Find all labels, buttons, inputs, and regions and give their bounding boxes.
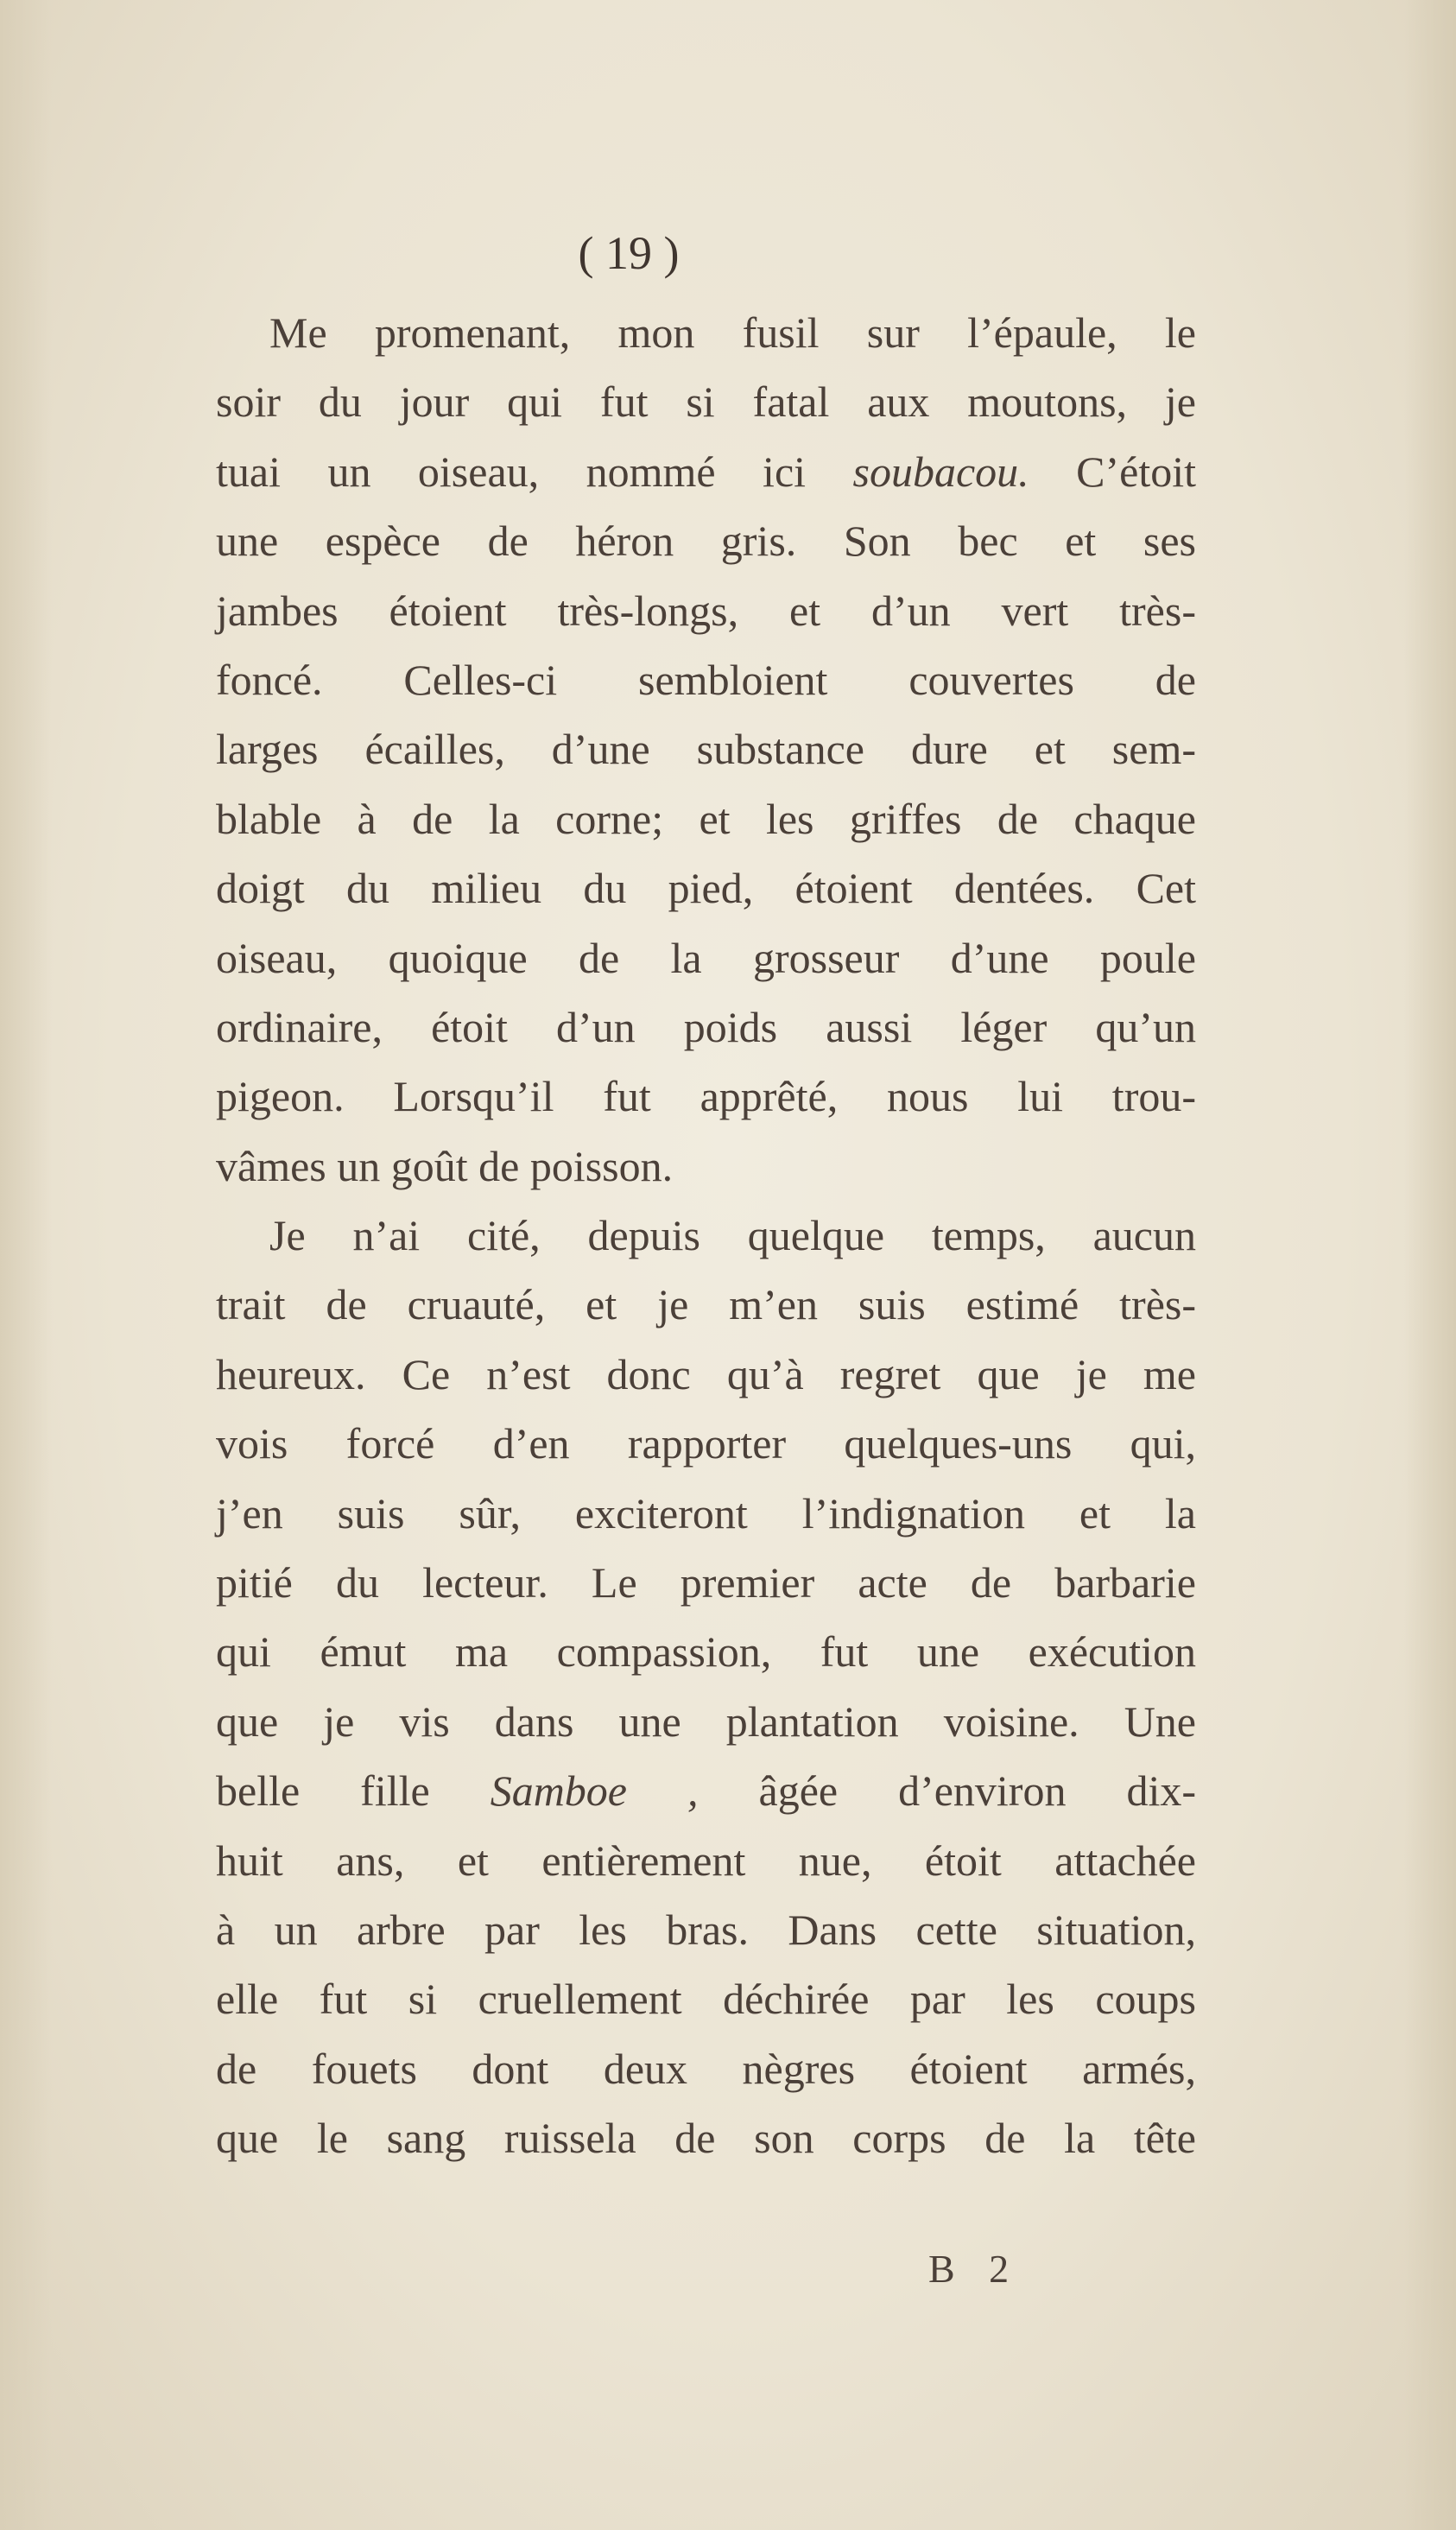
text-line — [216, 853, 1196, 923]
text-segment: C’étoit — [1029, 447, 1196, 496]
body-text — [216, 298, 1196, 2173]
italic-text: Samboe , — [490, 1766, 699, 1816]
text-line — [216, 1340, 1196, 1409]
text-segment: que je vis dans une plantation voisine. Une — [216, 1696, 1196, 1746]
text-segment: heureux. Ce n’est donc qu’à regret que je me — [216, 1349, 1196, 1398]
text-segment: Me promenant, mon fusil sur l’épaule, le — [269, 308, 1196, 357]
text-segment: huit ans, et entièrement nue, étoit attachée — [216, 1836, 1196, 1885]
text-segment: larges écailles, d’une substance dure et sem- — [216, 725, 1196, 774]
text-segment: pitié du lecteur. Le premier acte de barbarie — [216, 1558, 1196, 1607]
text-segment: soir du jour qui fut si fatal aux moutons, je — [216, 377, 1196, 427]
text-segment: une espèce de héron gris. Son bec et ses — [216, 517, 1196, 566]
text-line — [216, 1826, 1196, 1895]
text-segment: blable à de la corne; et les griffes de chaque — [216, 794, 1196, 843]
text-line — [216, 1895, 1196, 1964]
text-line — [216, 714, 1196, 783]
text-line — [216, 1270, 1196, 1339]
text-segment: vâmes un goût de poisson. — [216, 1141, 674, 1190]
text-line — [216, 645, 1196, 714]
text-segment: pigeon. Lorsqu’il fut apprêté, nous lui trou- — [216, 1072, 1196, 1121]
text-segment: de fouets dont deux nègres étoient armés, — [216, 2044, 1196, 2093]
text-line — [216, 1201, 1196, 1270]
text-segment: foncé. Celles-ci sembloient couvertes de — [216, 655, 1196, 704]
text-line — [216, 992, 1196, 1062]
page-number: ( 19 ) — [578, 227, 680, 279]
italic-text: soubacou. — [852, 447, 1029, 496]
page-edge-shadow-left — [0, 0, 52, 2530]
text-line — [216, 1964, 1196, 2033]
text-segment: j’en suis sûr, exciteront l’indignation et la — [216, 1488, 1196, 1538]
text-line — [216, 298, 1196, 367]
text-segment: doigt du milieu du pied, étoient dentées. Cet — [216, 864, 1196, 913]
text-segment: vois forcé d’en rapporter quelques-uns qui, — [216, 1419, 1196, 1468]
text-line — [216, 1409, 1196, 1478]
text-segment: qui émut ma compassion, fut une exécution — [216, 1627, 1196, 1677]
text-segment: à un arbre par les bras. Dans cette situation, — [216, 1905, 1196, 1954]
text-segment: trait de cruauté, et je m’en suis estimé très- — [216, 1280, 1196, 1329]
signature-mark: B 2 — [928, 2247, 1022, 2291]
text-segment: jambes étoient très-longs, et d’un vert très- — [216, 586, 1196, 635]
text-segment: elle fut si cruellement déchirée par les coups — [216, 1975, 1196, 2024]
text-line — [216, 784, 1196, 853]
text-line — [216, 1617, 1196, 1686]
text-line — [216, 576, 1196, 645]
text-line — [216, 367, 1196, 436]
page-edge-shadow-right — [1404, 0, 1456, 2530]
text-line — [216, 1687, 1196, 1756]
text-line — [216, 1479, 1196, 1548]
text-line — [216, 437, 1196, 506]
text-line — [216, 923, 1196, 992]
text-line — [216, 1548, 1196, 1617]
text-segment: belle fille — [216, 1766, 491, 1816]
text-segment: âgée d’environ dix- — [698, 1766, 1196, 1816]
text-segment: tuai un oiseau, nommé ici — [216, 447, 853, 496]
text-segment: que le sang ruissela de son corps de la tête — [216, 2114, 1196, 2163]
text-segment: ordinaire, étoit d’un poids aussi léger qu’un — [216, 1002, 1196, 1051]
text-segment: Je n’ai cité, depuis quelque temps, aucun — [269, 1211, 1196, 1260]
text-line — [216, 1062, 1196, 1131]
text-line — [216, 2034, 1196, 2103]
text-segment: oiseau, quoique de la grosseur d’une poule — [216, 933, 1196, 982]
text-line — [216, 1132, 1196, 1201]
text-line — [216, 1756, 1196, 1825]
text-line — [216, 2103, 1196, 2172]
text-line — [216, 506, 1196, 575]
